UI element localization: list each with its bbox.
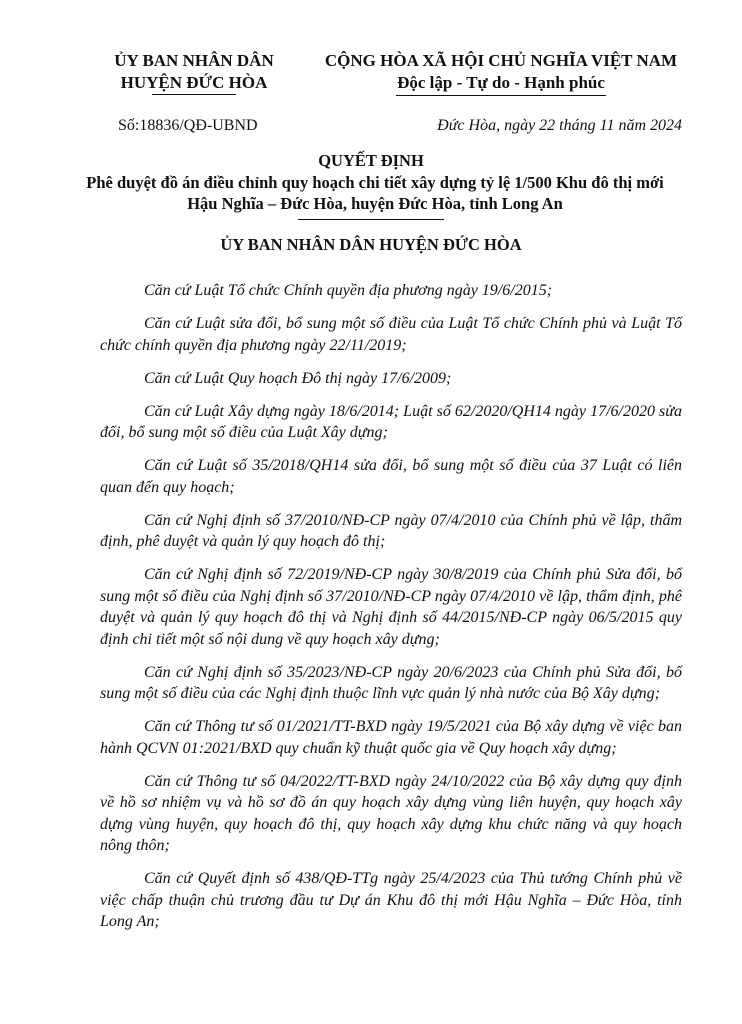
document-subtitle: Phê duyệt đồ án điều chỉnh quy hoạch chi tiết xây dựng tỷ lệ 1/500 Khu đô thị mới Hậu Nghĩa – Đức Hòa, huyện Đức Hòa, tỉnh Long An (86, 173, 664, 213)
motto: Độc lập - Tự do - Hạnh phúc (397, 73, 605, 92)
basis-item: Căn cứ Luật số 35/2018/QH14 sửa đổi, bổ sung một số điều của 37 Luật có liên quan đến quy hoạch; (100, 457, 682, 496)
basis-item: Căn cứ Luật Tổ chức Chính quyền địa phương ngày 19/6/2015; (144, 282, 553, 299)
motto-underline (396, 95, 606, 96)
basis-item: Căn cứ Luật Xây dựng ngày 18/6/2014; Luật số 62/2020/QH14 ngày 17/6/2020 sửa đổi, bổ sung một số điều của Luật Xây dựng; (100, 402, 682, 441)
issuing-authority: ỦY BAN NHÂN DÂN HUYỆN ĐỨC HÒA (220, 235, 522, 254)
issuing-agency (84, 50, 304, 94)
agency-name-line2: HUYỆN ĐỨC HÒA (120, 73, 268, 92)
basis-item: Căn cứ Nghị định số 37/2010/NĐ-CP ngày 07/4/2010 của Chính phủ về lập, thẩm định, phê duyệt và quản lý quy hoạch đô thị; (100, 511, 682, 550)
agency-underline (152, 94, 236, 95)
basis-item: Căn cứ Quyết định số 438/QĐ-TTg ngày 25/4/2023 của Thủ tướng Chính phủ về việc chấp thuận chủ trương đầu tư Dự án Khu đô thị mới Hậu Nghĩa – Đức Hòa, tỉnh Long An; (100, 870, 682, 930)
document-date: Đức Hòa, ngày 22 tháng 11 năm 2024 (437, 117, 682, 134)
basis-item: Căn cứ Nghị định số 35/2023/NĐ-CP ngày 20/6/2023 của Chính phủ Sửa đổi, bổ sung một số điều của các Nghị định thuộc lĩnh vực quản lý nhà nước của Bộ Xây dựng; (100, 663, 682, 702)
nation-name: CỘNG HÒA XÃ HỘI CHỦ NGHĨA VIỆT NAM (324, 51, 678, 70)
national-motto (296, 50, 706, 94)
basis-item: Căn cứ Thông tư số 04/2022/TT-BXD ngày 24/10/2022 của Bộ xây dựng quy định về hồ sơ nhiệm vụ và hồ sơ đồ án quy hoạch xây dựng vùng liên huyện, quy hoạch xây dựng vùng huyện, quy hoạch đô thị, quy hoạch xây dựng khu chức năng và quy hoạch nông thôn; (100, 772, 682, 854)
document-number: Số:18836/QĐ-UBND (118, 117, 258, 134)
title-underline (298, 219, 444, 220)
agency-name-line1: ỦY BAN NHÂN DÂN (114, 51, 274, 70)
basis-item: Căn cứ Thông tư số 01/2021/TT-BXD ngày 19/5/2021 của Bộ xây dựng về việc ban hành QCVN 01:2021/BXD quy chuẩn kỹ thuật quốc gia về Quy hoạch xây dựng; (100, 718, 682, 757)
document-title: QUYẾT ĐỊNH (318, 151, 424, 170)
legal-basis (100, 280, 682, 944)
basis-item: Căn cứ Nghị định số 72/2019/NĐ-CP ngày 30/8/2019 của Chính phủ Sửa đổi, bổ sung một số điều của Nghị định số 37/2010/NĐ-CP ngày 07/4/2010 về lập, thẩm định, phê duyệt và quản lý quy hoạch đô thị và Nghị định số 44/2015/NĐ-CP ngày 06/5/2015 quy định chi tiết một số nội dung về quy hoạch xây dựng; (100, 566, 682, 648)
basis-item: Căn cứ Luật sửa đổi, bổ sung một số điều của Luật Tổ chức Chính phủ và Luật Tổ chức chính quyền địa phương ngày 22/11/2019; (100, 315, 682, 354)
basis-item: Căn cứ Luật Quy hoạch Đô thị ngày 17/6/2009; (144, 369, 452, 387)
